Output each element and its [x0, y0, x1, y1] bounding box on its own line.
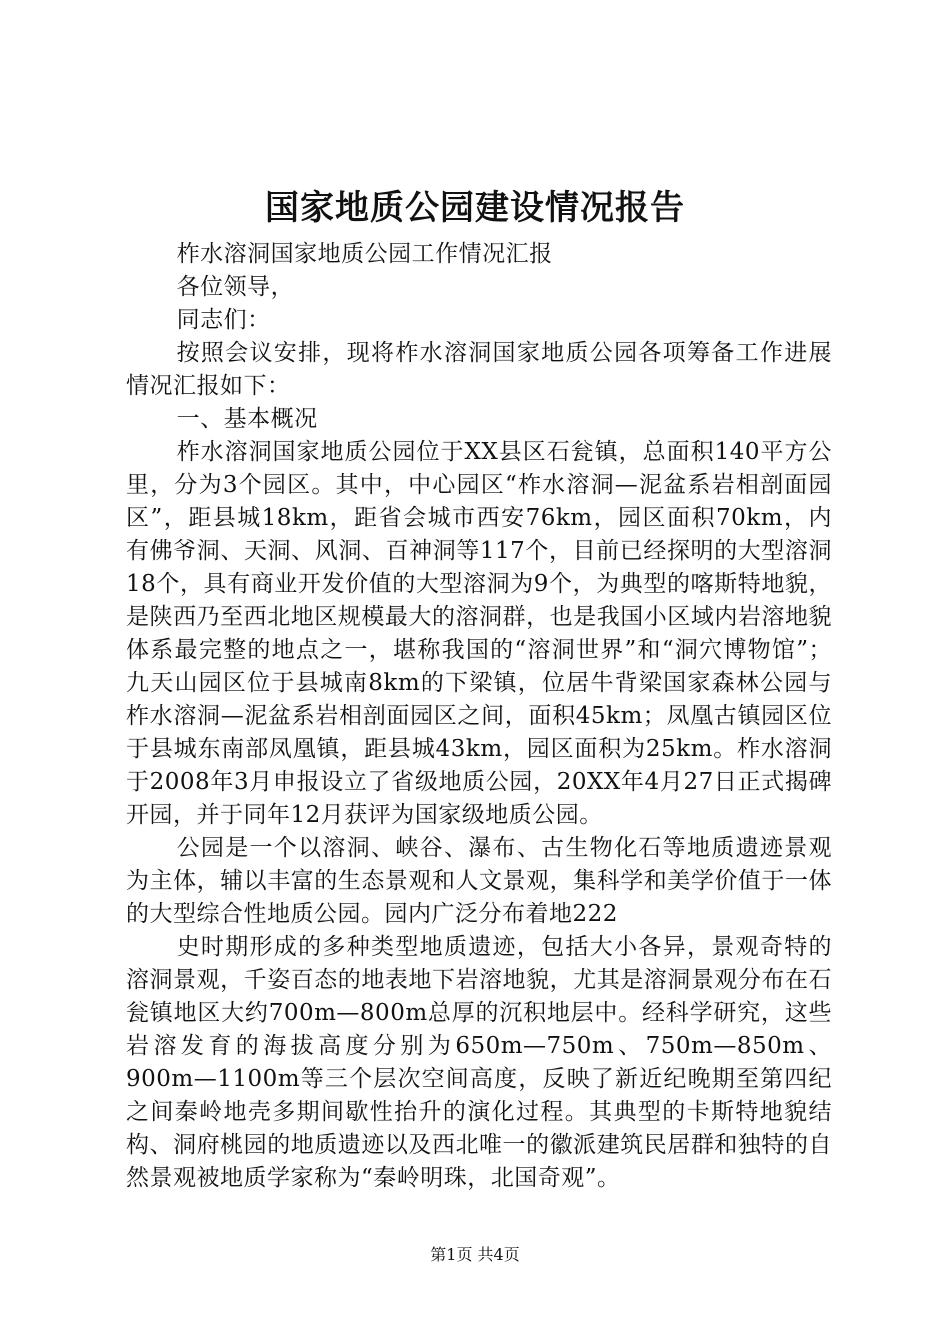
paragraph-salutation-comrades: 同志们： — [176, 307, 271, 333]
paragraph-intro: 按照会议安排，现将柞水溶洞国家地质公园各项筹备工作进展情况汇报如下： — [126, 340, 832, 399]
paragraph-subtitle: 柞水溶洞国家地质公园工作情况汇报 — [176, 241, 553, 267]
section-heading-overview: 一、基本概况 — [176, 406, 318, 432]
paragraph-salutation-leaders: 各位领导， — [176, 274, 295, 300]
paragraph-park-description: 公园是一个以溶洞、峡谷、瀑布、古生物化石等地质遗迹景观为主体，辅以丰富的生态景观和人文景观，集科学和美学价值于一体的大型综合性地质公园。园内广泛分布着地222 — [126, 835, 832, 927]
page-footer: 第1页 共4页 — [430, 1245, 520, 1264]
document-body — [126, 238, 832, 1195]
paragraph-overview: 柞水溶洞国家地质公园位于XX县区石瓮镇，总面积140平方公里，分为3个园区。其中，中心园区“柞水溶洞—泥盆系岩相剖面园区”，距县城18km，距省会城市西安76km，园区面积70km，内有佛爷洞、天洞、风洞、百神洞等117个，目前已经探明的大型溶洞18个，具有商业开发价值的大型溶洞为9个，为典型的喀斯特地貌，是陕西乃至西北地区规模最大的溶洞群，也是我国小区域内岩溶地貌体系最完整的地点之一，堪称我国的“溶洞世界”和“洞穴博物馆”；九天山园区位于县城南8km的下梁镇，位居牛背梁国家森林公园与柞水溶洞—泥盆系岩相剖面园区之间，面积45km；凤凰古镇园区位于县城东南部凤凰镇，距县城43km，园区面积为25km。柞水溶洞于2008年3月申报设立了省级地质公园，20XX年4月27日正式揭碑开园，并于同年12月获评为国家级地质公园。 — [126, 439, 832, 828]
paragraph-geology: 史时期形成的多种类型地质遗迹，包括大小各异，景观奇特的溶洞景观，千姿百态的地表地下岩溶地貌，尤其是溶洞景观分布在石瓮镇地区大约700m—800m总厚的沉积地层中。经科学研究，这些岩溶发育的海拔高度分别为650m—750m、750m—850m、900m—1100m等三个层次空间高度，反映了新近纪晚期至第四纪之间秦岭地壳多期间歇性抬升的演化过程。其典型的卡斯特地貌结构、洞府桃园的地质遗迹以及西北唯一的徽派建筑民居群和独特的自然景观被地质学家称为“秦岭明珠，北国奇观”。 — [126, 934, 832, 1191]
document-title: 国家地质公园建设情况报告 — [265, 188, 685, 228]
